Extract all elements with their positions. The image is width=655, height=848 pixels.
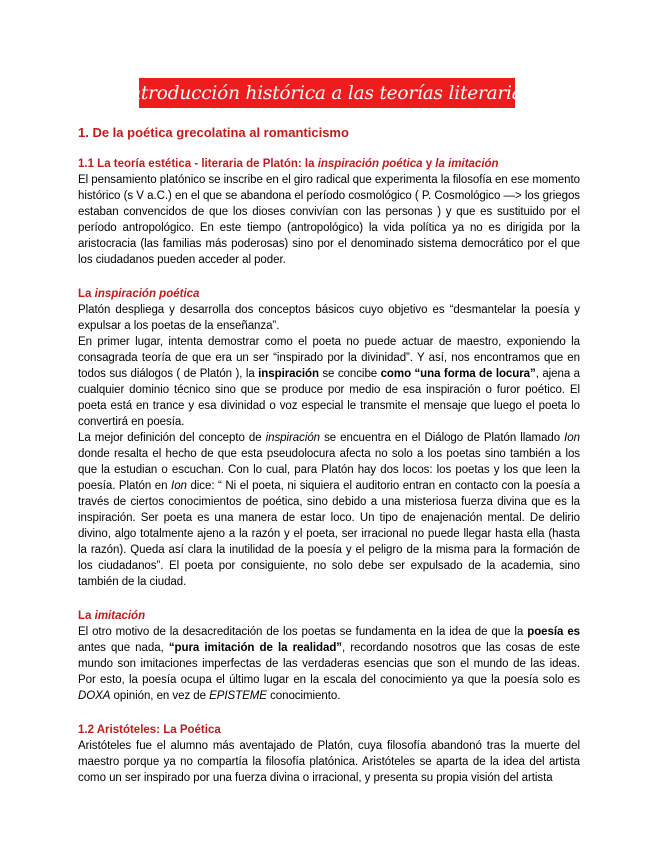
paragraph-imitacion: El otro motivo de la desacreditación de los poetas se fundamenta en la idea de que la poesía es antes que nada, “pura imitación de la realidad”, recordando nosotros que las cosas de este mundo son imitaciones imperfectas de las verdaderas esencias que son el mundo de las ideas. Por esto, la poesía ocupa el último lugar en la escala del conocimiento ya que la poesía solo es DOXA opinión, en vez de EPISTEME conocimiento. [78, 626, 581, 702]
paragraph-aristoteles: Aristóteles fue el alumno más aventajado de Platón, cuya filosofía abandonó tras la muerte del maestro porque ya no compartía la filosofía platónica. Aristóteles se aparta de la idea del artista como un ser inspirado por una fuerza divina o irracional, y presenta su propia visión del artista [78, 740, 580, 784]
section-heading: 1. De la poética grecolatina al romanticismo [78, 125, 349, 140]
document-body [78, 124, 580, 786]
paragraph-platon-context: El pensamiento platónico se inscribe en el giro radical que experimenta la filosofía en ese momento histórico (s V a.C.) en el que se abandona el período cosmológico ( P. Cosmológico —> los griegos estaban convencidos de que los dioses convivían con las personas ) y que es sustituido por el período antropológico. En este tiempo (antropológico) la vida política ya no es dirigida por la aristocracia (las familias más poderosas) sino por el denominado sistema democrático por el que los ciudadanos pueden acceder al poder. [78, 174, 580, 266]
subsection-heading-imitacion: La imitación [78, 610, 146, 622]
title-banner [122, 78, 532, 108]
document-title: Introducción histórica a las teorías literarias [122, 82, 532, 104]
subsection-heading-platon: 1.1 La teoría estética - literaria de Platón: la inspiración poética y la imitación [78, 158, 499, 170]
paragraph-inspiracion-ion: La mejor definición del concepto de inspiración se encuentra en el Diálogo de Platón llamado Ion donde resalta el hecho de que esta pseudolocura afecta no solo a los poetas sino también a los que la estudian o escuchan. Con lo cual, para Platón hay dos locos: los poetas y los que leen la poesía. Platón en Ion dice: “ Ni el poeta, ni siquiera el auditorio entran en contacto con la poesía a través de ciertos conocimientos de poética, sino debido a una misteriosa fuerza divina que es la inspiración. Ser poeta es una manera de estar loco. Un tipo de enajenación mental. De delirio divino, algo totalmente ajeno a la razón y el poeta, ser irracional no puede llegar hasta ella (hasta la razón). Queda así clara la inutilidad de la poesía y el peligro de la misma para la formación de los ciudadanos”. El poeta por consiguiente, no solo debe ser expulsado de la academia, sino también de la ciudad. [78, 432, 580, 588]
paragraph-inspiracion-intro: Platón despliega y desarrolla dos conceptos básicos cuyo objetivo es “desmantelar la poesía y expulsar a los poetas de la enseñanza”. [78, 304, 580, 332]
paragraph-inspiracion-locura: En primer lugar, intenta demostrar como el poeta no puede actuar de maestro, exponiendo la consagrada teoría de que era un ser “inspirado por la divinidad”. Y así, nos encontramos que en todos sus diálogos ( de Platón ), la inspiración se concibe como “una forma de locura”, ajena a cualquier dominio técnico sino que se produce por medio de esa inspiración o furor poético. El poeta está en trance y esa divinidad o voz especial le transmite el mensaje que luego el poeta lo convertirá en poesía. [78, 336, 580, 428]
subsection-heading-inspiracion: La inspiración poética [78, 288, 200, 300]
subsection-heading-aristoteles: 1.2 Aristóteles: La Poética [78, 724, 221, 736]
